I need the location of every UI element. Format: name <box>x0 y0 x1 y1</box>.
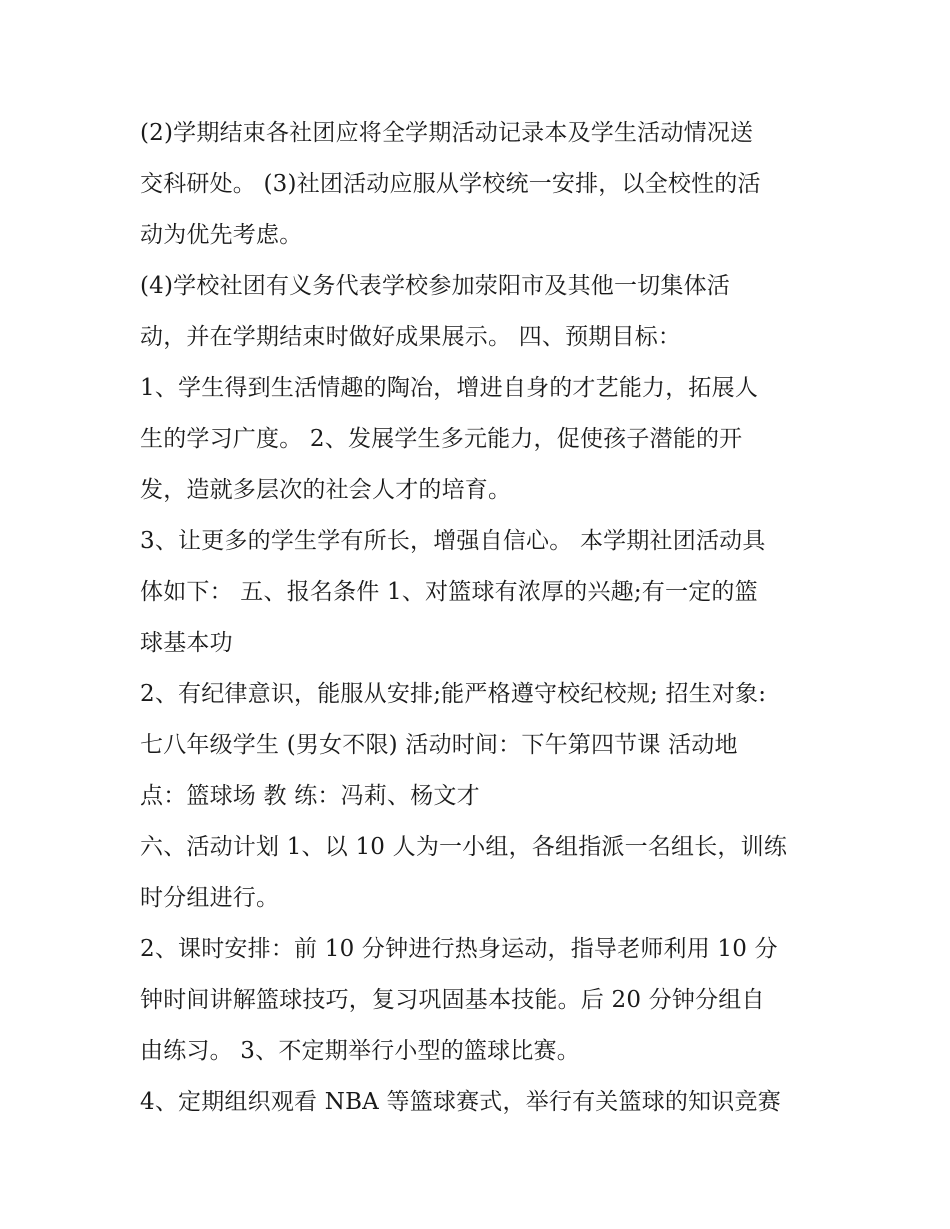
text-line: 时分组进行。 <box>140 885 280 911</box>
text-line: 六、活动计划 1、以 10 人为一小组，各组指派一名组长，训练 <box>140 834 788 860</box>
body-text <box>140 108 820 1128</box>
text-line: 球基本功 <box>140 630 233 656</box>
text-line: 1、学生得到生活情趣的陶冶，增进自身的才艺能力，拓展人 <box>140 375 759 401</box>
text-line: 4、定期组织观看 NBA 等篮球赛式，举行有关篮球的知识竞赛 <box>140 1089 781 1115</box>
text-line: 3、让更多的学生学有所长，增强自信心。 本学期社团活动具 <box>140 528 766 554</box>
text-line: 交科研处。 (3)社团活动应服从学校统一安排，以全校性的活 <box>140 171 761 197</box>
text-line: 七八年级学生 (男女不限) 活动时间：下午第四节课 活动地 <box>140 732 738 758</box>
text-line: 生的学习广度。 2、发展学生多元能力，促使孩子潜能的开 <box>140 426 743 452</box>
text-line: 由练习。 3、不定期举行小型的篮球比赛。 <box>140 1038 580 1064</box>
text-line: (2)学期结束各社团应将全学期活动记录本及学生活动情况送 <box>140 120 754 146</box>
text-line: (4)学校社团有义务代表学校参加荥阳市及其他一切集体活 <box>140 273 730 299</box>
text-line: 点：篮球场 教 练：冯莉、杨文才 <box>140 783 480 809</box>
text-line: 钟时间讲解篮球技巧，复习巩固基本技能。后 20 分钟分组自 <box>140 987 765 1013</box>
text-line: 2、课时安排：前 10 分钟进行热身运动，指导老师利用 10 分 <box>140 936 778 962</box>
text-line: 体如下： 五、报名条件 1、对篮球有浓厚的兴趣;有一定的篮 <box>140 579 758 605</box>
text-line: 发，造就多层次的社会人才的培育。 <box>140 477 512 503</box>
text-line: 2、有纪律意识，能服从安排;能严格遵守校纪校规; 招生对象: <box>140 681 767 707</box>
text-line: 动，并在学期结束时做好成果展示。 四、预期目标： <box>140 324 682 350</box>
text-line: 动为优先考虑。 <box>140 222 303 248</box>
